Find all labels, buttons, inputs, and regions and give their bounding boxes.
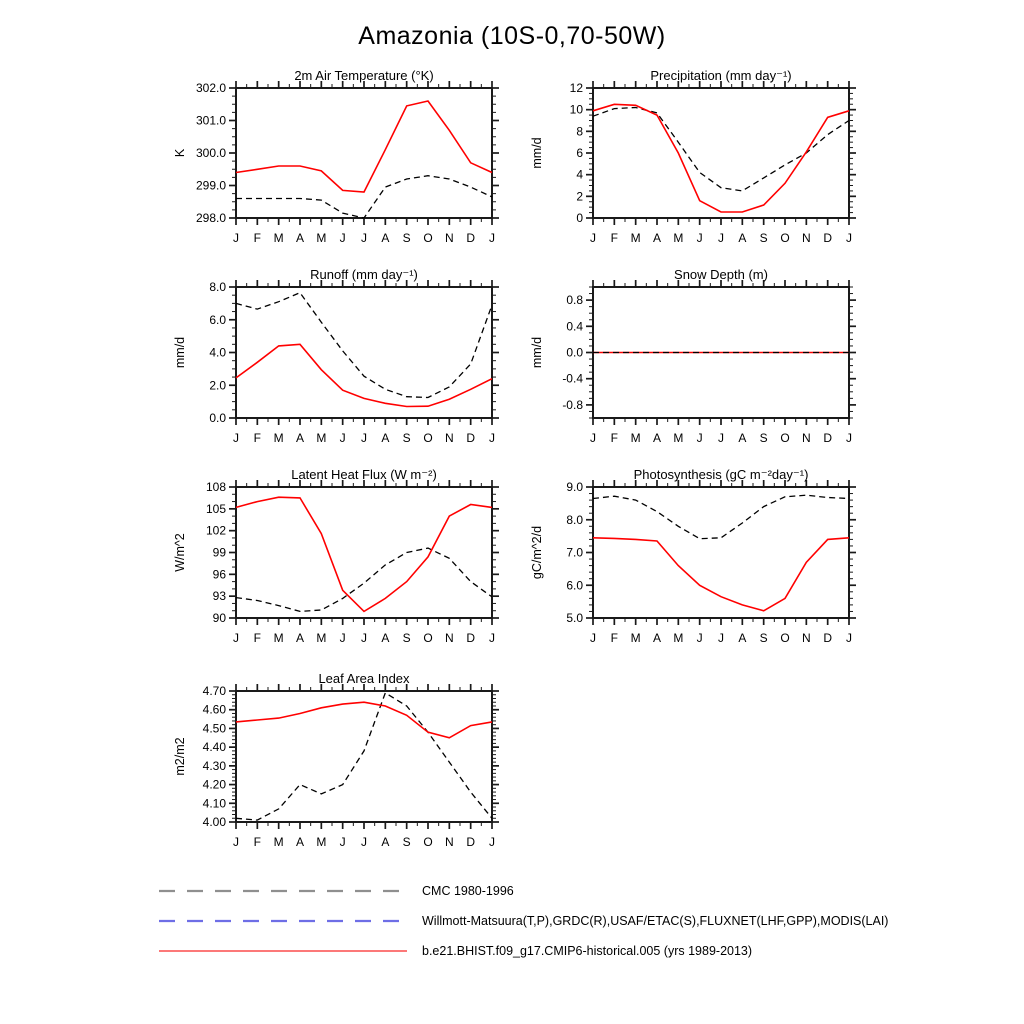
month-label: F [253, 431, 262, 445]
series-line-model [593, 104, 849, 212]
month-label: S [402, 835, 411, 849]
month-label: M [630, 631, 641, 645]
month-label: N [801, 231, 811, 245]
month-label: A [652, 631, 662, 645]
chart-title: Latent Heat Flux (W m⁻²) [291, 467, 437, 482]
series-line-observed [593, 495, 849, 539]
chart-title: Snow Depth (m) [674, 267, 768, 282]
y-tick-label: 96 [212, 567, 226, 582]
chart-precipitation [530, 68, 856, 245]
chart-title: Precipitation (mm day⁻¹) [650, 68, 792, 83]
chart-leaf-area-index [173, 671, 499, 849]
month-label: J [846, 231, 852, 245]
y-tick-label: 105 [205, 501, 226, 516]
y-tick-label: 4.60 [202, 702, 226, 717]
legend-item-cmc [158, 876, 888, 906]
series-line-model [236, 702, 492, 738]
axis-ticks [229, 81, 499, 225]
month-label: A [381, 431, 390, 445]
y-tick-label: 4.00 [202, 815, 226, 829]
chart-photosynthesis [530, 467, 856, 645]
month-label: J [339, 231, 346, 245]
month-label: A [295, 431, 305, 445]
month-label: D [823, 631, 833, 645]
month-label: A [381, 835, 390, 849]
month-label: J [718, 631, 724, 645]
month-label: A [381, 231, 390, 245]
month-label: N [444, 631, 454, 645]
axis-ticks [229, 684, 499, 829]
y-tick-label: 298.0 [195, 211, 226, 225]
series-line-model [236, 497, 492, 611]
month-label: M [316, 231, 327, 245]
legend [158, 876, 888, 966]
y-axis-label: W/m^2 [173, 533, 187, 572]
month-label: S [402, 431, 411, 445]
month-label: S [759, 431, 768, 445]
month-label: M [273, 231, 284, 245]
month-label: J [590, 231, 596, 245]
month-label: O [423, 431, 433, 445]
y-tick-label: 6.0 [209, 312, 226, 327]
y-axis-label: K [173, 148, 187, 158]
month-label: J [233, 631, 239, 645]
plot-frame [236, 691, 492, 822]
chart-title: Leaf Area Index [318, 671, 410, 686]
month-label: N [801, 431, 811, 445]
series-line-observed [236, 693, 492, 820]
month-label: M [630, 431, 641, 445]
month-label: J [696, 631, 703, 645]
month-label: N [801, 631, 811, 645]
month-label: D [466, 835, 476, 849]
month-label: A [381, 631, 390, 645]
month-label: N [444, 431, 454, 445]
y-tick-label: 8.0 [209, 280, 226, 294]
month-label: J [489, 631, 495, 645]
month-label: N [444, 231, 454, 245]
month-label: J [361, 631, 367, 645]
month-label: J [361, 231, 367, 245]
y-tick-label: 12 [569, 81, 583, 95]
month-label: J [846, 631, 852, 645]
month-label: S [759, 231, 768, 245]
month-label: J [846, 431, 852, 445]
legend-line-sample [158, 936, 408, 966]
month-label: M [673, 631, 684, 645]
month-label: F [253, 631, 262, 645]
plot-frame [593, 487, 849, 618]
month-label: M [316, 835, 327, 849]
y-tick-label: 300.0 [195, 146, 226, 160]
month-label: D [466, 231, 476, 245]
month-label: F [253, 835, 262, 849]
month-label: M [316, 631, 327, 645]
y-tick-label: 302.0 [195, 81, 226, 95]
y-tick-label: 5.0 [566, 611, 583, 625]
month-label: A [295, 231, 305, 245]
chart-title: Photosynthesis (gC m⁻²day⁻¹) [633, 467, 809, 482]
chart-runoff [173, 267, 499, 445]
month-label: A [738, 431, 747, 445]
month-label: J [590, 431, 596, 445]
y-tick-label: 2 [576, 189, 583, 204]
y-tick-label: 4.50 [202, 721, 226, 736]
y-tick-label: 299.0 [195, 178, 226, 193]
figure-title: Amazonia (10S-0,70-50W) [358, 22, 666, 50]
month-label: A [738, 231, 747, 245]
month-label: D [823, 431, 833, 445]
month-label: J [339, 431, 346, 445]
month-label: J [361, 835, 367, 849]
y-tick-label: 6.0 [566, 578, 583, 593]
series-line-model [593, 538, 849, 611]
y-tick-label: 8.0 [566, 512, 583, 527]
y-tick-label: 99 [212, 545, 226, 560]
legend-item-model-run [158, 936, 888, 966]
month-label: N [444, 835, 454, 849]
month-label: S [402, 231, 411, 245]
month-label: J [233, 835, 239, 849]
month-label: A [738, 631, 747, 645]
month-label: J [718, 431, 724, 445]
chart-snow-depth [530, 267, 856, 445]
y-tick-label: 4.10 [202, 796, 226, 811]
series-line-observed [236, 548, 492, 611]
month-label: A [652, 431, 662, 445]
month-label: D [466, 431, 476, 445]
month-label: J [489, 231, 495, 245]
month-label: M [273, 835, 284, 849]
month-label: J [696, 431, 703, 445]
month-label: S [402, 631, 411, 645]
month-label: J [718, 231, 724, 245]
month-label: M [673, 231, 684, 245]
month-label: O [780, 631, 790, 645]
y-tick-label: 301.0 [195, 113, 226, 128]
month-label: O [423, 231, 433, 245]
y-tick-label: 4 [576, 167, 583, 182]
month-label: A [295, 835, 305, 849]
y-tick-label: 9.0 [566, 480, 583, 494]
chart-2m-air-temperature [173, 68, 499, 245]
month-label: F [610, 631, 619, 645]
month-label: J [489, 835, 495, 849]
series-line-observed [593, 108, 849, 191]
y-tick-label: -0.8 [562, 397, 583, 412]
chart-title: 2m Air Temperature (°K) [294, 68, 434, 83]
month-label: J [339, 835, 346, 849]
month-label: M [673, 431, 684, 445]
month-label: F [610, 431, 619, 445]
month-label: J [361, 431, 367, 445]
plot-frame [593, 88, 849, 218]
y-axis-label: mm/d [530, 336, 544, 369]
y-tick-label: 90 [212, 611, 226, 625]
y-axis-label: mm/d [173, 336, 187, 369]
axis-ticks [586, 81, 856, 225]
month-label: O [423, 631, 433, 645]
y-tick-label: 0.0 [566, 345, 583, 360]
month-label: J [696, 231, 703, 245]
month-label: O [780, 431, 790, 445]
series-line-observed [236, 176, 492, 218]
month-label: A [652, 231, 662, 245]
y-tick-label: 4.20 [202, 777, 226, 792]
month-label: O [780, 231, 790, 245]
legend-label: Willmott-Matsuura(T,P),GRDC(R),USAF/ETAC(S),FLUXNET(LHF,GPP),MODIS(LAI) [422, 914, 889, 928]
y-tick-label: 4.0 [209, 345, 226, 360]
y-tick-label: 0.4 [566, 319, 583, 334]
series-line-observed [236, 293, 492, 398]
legend-line-sample [158, 906, 408, 936]
y-tick-label: 4.70 [202, 684, 226, 698]
legend-line-sample [158, 876, 408, 906]
series-line-model [236, 101, 492, 192]
month-label: J [489, 431, 495, 445]
month-label: F [253, 231, 262, 245]
legend-label: CMC 1980-1996 [422, 884, 514, 898]
y-axis-label: m2/m2 [173, 737, 187, 776]
plot-frame [236, 88, 492, 218]
y-tick-label: 93 [212, 589, 226, 604]
y-tick-label: 7.0 [566, 545, 583, 560]
y-tick-label: 0 [576, 211, 583, 225]
y-tick-label: 108 [205, 480, 226, 494]
month-label: M [273, 431, 284, 445]
month-label: F [610, 231, 619, 245]
month-label: O [423, 835, 433, 849]
month-label: J [339, 631, 346, 645]
month-label: M [630, 231, 641, 245]
month-label: D [823, 231, 833, 245]
y-tick-label: 102 [205, 523, 226, 538]
y-tick-label: 0.0 [209, 411, 226, 425]
month-label: J [590, 631, 596, 645]
y-tick-label: -0.4 [562, 371, 583, 386]
month-label: D [466, 631, 476, 645]
y-tick-label: 4.30 [202, 758, 226, 773]
y-tick-label: 0.8 [566, 293, 583, 308]
y-tick-label: 6 [576, 146, 583, 160]
y-tick-label: 2.0 [209, 378, 226, 393]
month-label: S [759, 631, 768, 645]
y-tick-label: 8 [576, 124, 583, 139]
month-label: A [295, 631, 305, 645]
month-label: J [233, 231, 239, 245]
chart-latent-heat-flux [173, 467, 499, 645]
y-axis-label: gC/m^2/d [530, 525, 544, 580]
legend-item-obs-datasets [158, 906, 888, 936]
y-axis-label: mm/d [530, 137, 544, 169]
y-tick-label: 10 [569, 102, 583, 117]
chart-title: Runoff (mm day⁻¹) [310, 267, 418, 282]
y-tick-label: 4.40 [202, 740, 226, 755]
month-label: M [316, 431, 327, 445]
legend-label: b.e21.BHIST.f09_g17.CMIP6-historical.005 (yrs 1989-2013) [422, 944, 753, 958]
plot-frame [236, 487, 492, 618]
month-label: J [233, 431, 239, 445]
month-label: M [273, 631, 284, 645]
